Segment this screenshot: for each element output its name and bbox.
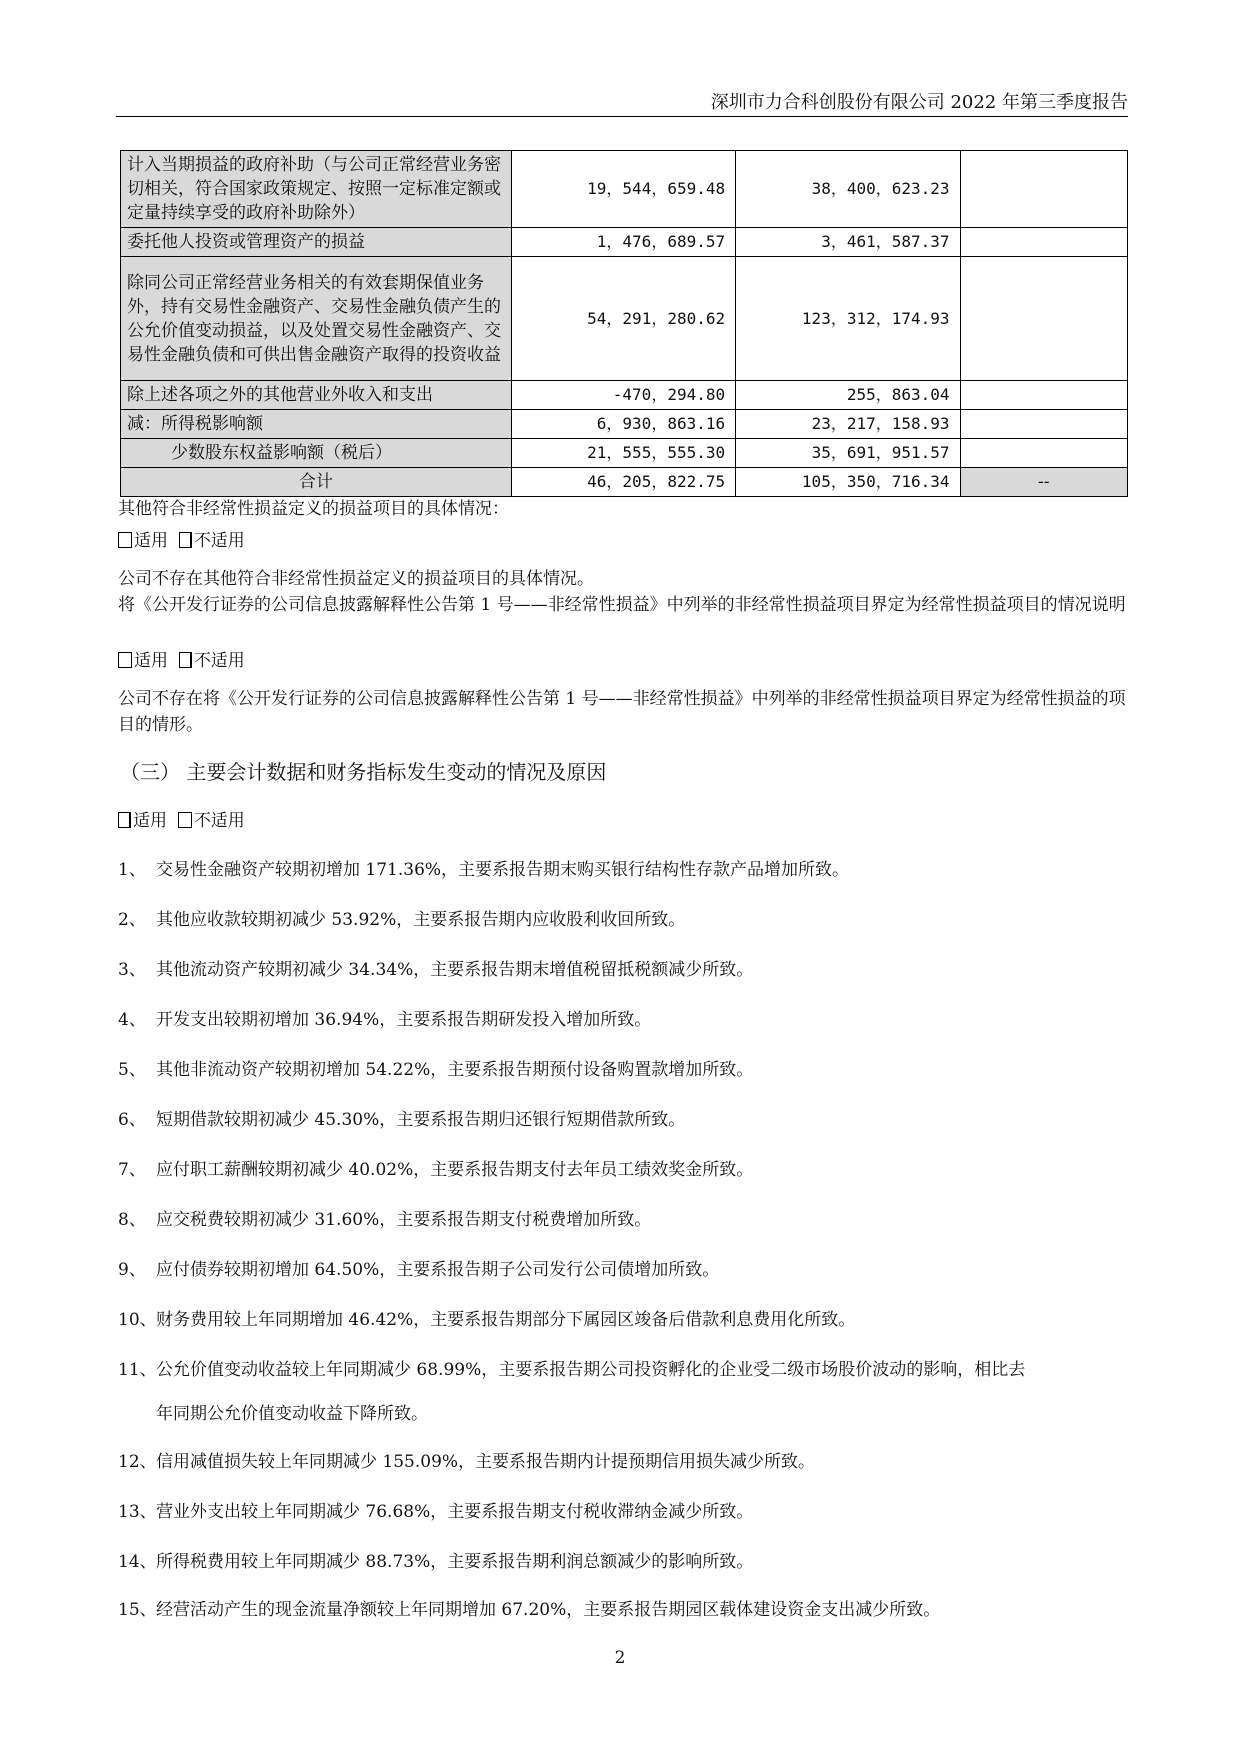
- not-applicable-label: 不适用: [193, 811, 245, 831]
- row-label: 委托他人投资或管理资产的损益: [121, 228, 512, 257]
- note-cell: [960, 439, 1127, 468]
- note-cell: [960, 151, 1127, 228]
- list-item: 7、 应付职工薪酬较期初减少 40.02%，主要系报告期支付去年员工绩效奖金所致。: [118, 1160, 754, 1180]
- list-item: 15、经营活动产生的现金流量净额较上年同期增加 67.20%，主要系报告期园区载体建设资金支出减少所致。: [118, 1600, 941, 1620]
- table-row: [121, 381, 1128, 410]
- note-cell: [960, 381, 1127, 410]
- q3-value: 6，930，863.16: [511, 410, 735, 439]
- q3-value: 21，555，555.30: [511, 439, 735, 468]
- report-header: 深圳市力合科创股份有限公司 2022 年第三季度报告: [710, 92, 1128, 113]
- list-item: 11、公允价值变动收益较上年同期减少 68.99%，主要系报告期公司投资孵化的企业受二级市场股价波动的影响，相比去: [118, 1360, 1026, 1380]
- table-row: [121, 151, 1128, 228]
- list-item: 8、 应交税费较期初减少 31.60%，主要系报告期支付税费增加所致。: [118, 1210, 652, 1230]
- q3-value: -470，294.80: [511, 381, 735, 410]
- unchecked-box-icon: [178, 812, 192, 828]
- paragraph: 公司不存在其他符合非经常性损益定义的损益项目的具体情况。: [118, 569, 594, 589]
- checked-box-icon: [118, 812, 131, 828]
- ytd-value: 35，691，951.57: [736, 439, 960, 468]
- row-label: 计入当期损益的政府补助（与公司正常经营业务密切相关，符合国家政策规定、按照一定标准定额或定量持续享受的政府补助除外）: [121, 151, 512, 228]
- applicable-label: 适用: [133, 811, 167, 831]
- section-heading: （三） 主要会计数据和财务指标发生变动的情况及原因: [120, 760, 607, 784]
- applicable-label: 适用: [134, 531, 168, 551]
- table-row: [121, 439, 1128, 468]
- table-row: [121, 410, 1128, 439]
- list-item: 3、 其他流动资产较期初减少 34.34%，主要系报告期末增值税留抵税额减少所致。: [118, 960, 754, 980]
- ytd-value: 3，461，587.37: [736, 228, 960, 257]
- table-row: [121, 228, 1128, 257]
- paragraph: 将《公开发行证券的公司信息披露解释性公告第 1 号——非经常性损益》中列举的非经常性损益项目界定为经常性损益项目的情况说明: [118, 595, 1126, 615]
- page-number: 2: [614, 1648, 626, 1668]
- header-rule: [116, 116, 1128, 117]
- checked-box-icon: [179, 652, 192, 668]
- list-item: 9、 应付债券较期初增加 64.50%，主要系报告期子公司发行公司债增加所致。: [118, 1260, 720, 1280]
- list-item: 5、 其他非流动资产较期初增加 54.22%，主要系报告期预付设备购置款增加所致。: [118, 1060, 754, 1080]
- row-label: 少数股东权益影响额（税后）: [121, 439, 512, 468]
- ytd-value: 23，217，158.93: [736, 410, 960, 439]
- row-label: 除上述各项之外的其他营业外收入和支出: [121, 381, 512, 410]
- list-item-continuation: 年同期公允价值变动收益下降所致。: [156, 1404, 428, 1424]
- paragraph: 公司不存在将《公开发行证券的公司信息披露解释性公告第 1 号——非经常性损益》中列举的非经常性损益项目界定为经常性损益的项目的情形。: [118, 689, 1126, 735]
- table-row: [121, 257, 1128, 381]
- list-item: 2、 其他应收款较期初减少 53.92%，主要系报告期内应收股利收回所致。: [118, 910, 686, 930]
- ytd-value: 255，863.04: [736, 381, 960, 410]
- list-item: 4、 开发支出较期初增加 36.94%，主要系报告期研发投入增加所致。: [118, 1010, 652, 1030]
- not-applicable-label: 不适用: [193, 531, 245, 551]
- note-cell: [960, 257, 1127, 381]
- list-item: 1、 交易性金融资产较期初增加 171.36%，主要系报告期末购买银行结构性存款产品增加所致。: [118, 860, 850, 880]
- paragraph: 其他符合非经常性损益定义的损益项目的具体情况：: [118, 499, 509, 519]
- applicable-label: 适用: [134, 651, 168, 671]
- note-cell: [960, 228, 1127, 257]
- list-item: 6、 短期借款较期初减少 45.30%，主要系报告期归还银行短期借款所致。: [118, 1110, 686, 1130]
- not-applicable-label: 不适用: [193, 651, 245, 671]
- applicability-line: [118, 808, 1128, 834]
- ytd-value: 38，400，623.23: [736, 151, 960, 228]
- row-label: 减：所得税影响额: [121, 410, 512, 439]
- row-label: 除同公司正常经营业务相关的有效套期保值业务外，持有交易性金融资产、交易性金融负债产生的公允价值变动损益，以及处置交易性金融资产、交易性金融负债和可供出售金融资产取得的投资收益: [121, 257, 512, 381]
- ytd-value: 105，350，716.34: [736, 468, 960, 497]
- table-row-total: [121, 468, 1128, 497]
- checked-box-icon: [179, 532, 192, 548]
- note-cell: [960, 410, 1127, 439]
- q3-value: 46，205，822.75: [511, 468, 735, 497]
- list-item: 13、营业外支出较上年同期减少 76.68%，主要系报告期支付税收滞纳金减少所致。: [118, 1502, 754, 1522]
- ytd-value: 123，312，174.93: [736, 257, 960, 381]
- q3-value: 19，544，659.48: [511, 151, 735, 228]
- q3-value: 1，476，689.57: [511, 228, 735, 257]
- list-item: 14、所得税费用较上年同期减少 88.73%，主要系报告期利润总额减少的影响所致。: [118, 1552, 754, 1572]
- applicability-line: [118, 528, 1128, 554]
- row-label: 合计: [121, 468, 512, 497]
- unchecked-box-icon: [118, 652, 132, 668]
- applicability-line: [118, 648, 1128, 674]
- list-item: 12、信用减值损失较上年同期减少 155.09%，主要系报告期内计提预期信用损失减少所致。: [118, 1452, 816, 1472]
- non-recurring-items-table: [120, 150, 1128, 497]
- list-item: 10、财务费用较上年同期增加 46.42%，主要系报告期部分下属园区竣备后借款利息费用化所致。: [118, 1310, 856, 1330]
- q3-value: 54，291，280.62: [511, 257, 735, 381]
- unchecked-box-icon: [118, 532, 132, 548]
- note-cell: --: [960, 468, 1127, 497]
